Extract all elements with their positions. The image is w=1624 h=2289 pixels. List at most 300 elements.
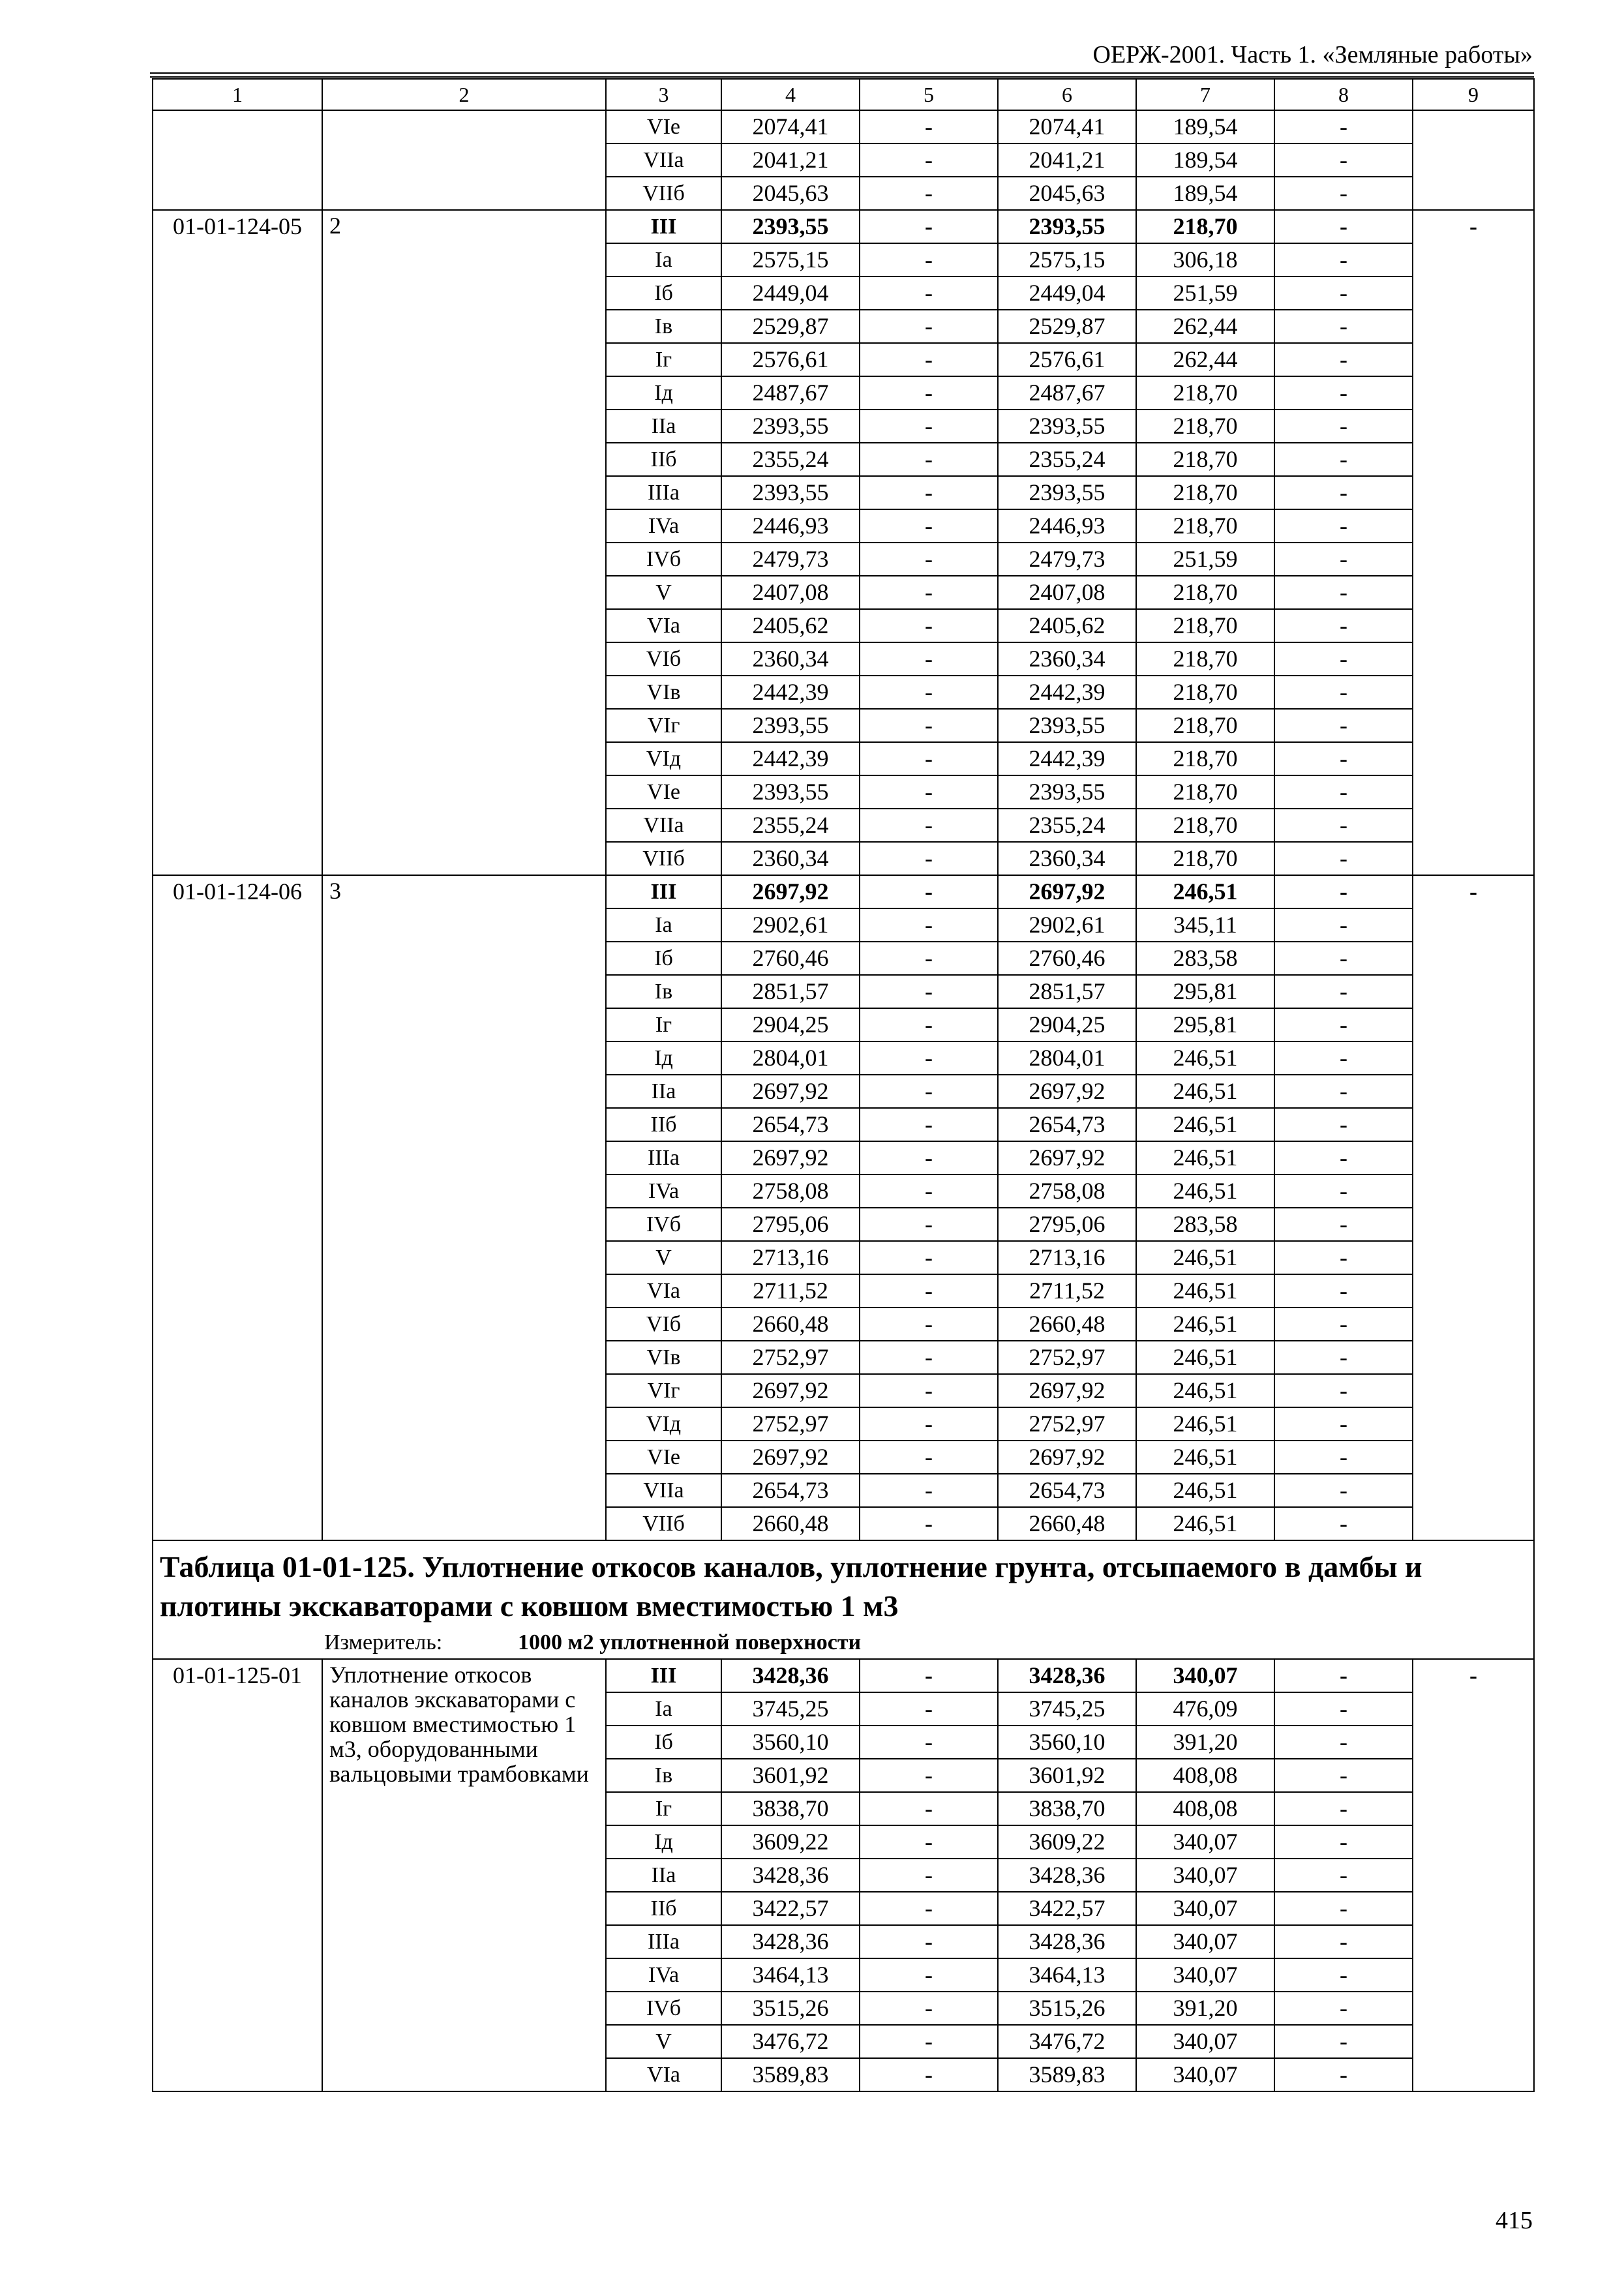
zone-mark: IIб <box>606 1108 721 1141</box>
measure-value: 1000 м2 уплотненной поверхности <box>518 1630 862 1654</box>
direct-costs: 2074,41 <box>721 110 860 143</box>
rate-code <box>153 110 322 210</box>
direct-costs: 2355,24 <box>721 809 860 842</box>
column-number: 8 <box>1274 79 1413 110</box>
machinists-wages: 246,51 <box>1136 1308 1274 1341</box>
machinists-wages: 218,70 <box>1136 676 1274 709</box>
labor-wages: - <box>860 1041 998 1075</box>
machinists-wages: 283,58 <box>1136 942 1274 975</box>
machine-operation: 2713,16 <box>998 1241 1136 1274</box>
machine-operation: 3609,22 <box>998 1825 1136 1859</box>
labor-wages: - <box>860 576 998 609</box>
zone-mark: Ia <box>606 1692 721 1726</box>
labor-wages: - <box>860 809 998 842</box>
direct-costs: 3422,57 <box>721 1892 860 1925</box>
machine-operation: 2697,92 <box>998 1075 1136 1108</box>
machine-operation: 2654,73 <box>998 1474 1136 1507</box>
labor-wages: - <box>860 609 998 642</box>
machine-operation: 2697,92 <box>998 1141 1136 1174</box>
machinists-wages: 218,70 <box>1136 842 1274 875</box>
header-rule <box>150 72 1534 74</box>
labor-wages: - <box>860 1692 998 1726</box>
labor-wages: - <box>860 243 998 277</box>
machine-operation: 2752,97 <box>998 1341 1136 1374</box>
materials: - <box>1274 410 1413 443</box>
zone-mark: VIб <box>606 642 721 676</box>
rate-description <box>322 875 606 1540</box>
zone-mark: VIв <box>606 1341 721 1374</box>
labor-wages: - <box>860 1174 998 1208</box>
machine-operation: 2902,61 <box>998 908 1136 942</box>
zone-mark: VIв <box>606 676 721 709</box>
machinists-wages: 246,51 <box>1136 1174 1274 1208</box>
zone-mark: Iг <box>606 1008 721 1041</box>
zone-mark: VIIa <box>606 1474 721 1507</box>
materials: - <box>1274 1407 1413 1441</box>
machinists-wages: 340,07 <box>1136 1825 1274 1859</box>
labor-wages: - <box>860 343 998 376</box>
zone-mark: III <box>606 1659 721 1692</box>
labor-wages: - <box>860 1274 998 1308</box>
direct-costs: 2393,55 <box>721 476 860 509</box>
rate-description-text: 2 <box>329 213 341 239</box>
machinists-wages: 262,44 <box>1136 343 1274 376</box>
machinists-wages: 251,59 <box>1136 543 1274 576</box>
machine-operation: 2760,46 <box>998 942 1136 975</box>
machine-operation: 2360,34 <box>998 842 1136 875</box>
zone-mark: V <box>606 576 721 609</box>
direct-costs: 2654,73 <box>721 1474 860 1507</box>
machinists-wages: 189,54 <box>1136 143 1274 177</box>
direct-costs: 3745,25 <box>721 1692 860 1726</box>
materials: - <box>1274 1726 1413 1759</box>
machinists-wages: 218,70 <box>1136 410 1274 443</box>
materials: - <box>1274 1274 1413 1308</box>
machinists-wages: 189,54 <box>1136 177 1274 210</box>
direct-costs: 2697,92 <box>721 875 860 908</box>
machine-operation: 2393,55 <box>998 709 1136 742</box>
column-number: 9 <box>1413 79 1534 110</box>
direct-costs: 2851,57 <box>721 975 860 1008</box>
column-number-row <box>153 79 1534 110</box>
materials: - <box>1274 243 1413 277</box>
zone-mark: V <box>606 2025 721 2058</box>
machinists-wages: 306,18 <box>1136 243 1274 277</box>
materials: - <box>1274 676 1413 709</box>
machine-operation: 2360,34 <box>998 642 1136 676</box>
machine-operation: 3476,72 <box>998 2025 1136 2058</box>
direct-costs: 2752,97 <box>721 1341 860 1374</box>
rate-code: 01-01-125-01 <box>153 1659 322 2091</box>
labor-wages: - <box>860 2058 998 2091</box>
column-number: 3 <box>606 79 721 110</box>
materials: - <box>1274 1507 1413 1540</box>
zone-mark: VIa <box>606 609 721 642</box>
materials: - <box>1274 576 1413 609</box>
direct-costs: 2041,21 <box>721 143 860 177</box>
machinists-wages: 246,51 <box>1136 1108 1274 1141</box>
materials: - <box>1274 1892 1413 1925</box>
direct-costs: 2697,92 <box>721 1441 860 1474</box>
direct-costs: 2393,55 <box>721 210 860 243</box>
materials: - <box>1274 110 1413 143</box>
machine-operation: 2479,73 <box>998 543 1136 576</box>
direct-costs: 2393,55 <box>721 410 860 443</box>
machine-operation: 2393,55 <box>998 775 1136 809</box>
machinists-wages: 246,51 <box>1136 1141 1274 1174</box>
direct-costs: 2045,63 <box>721 177 860 210</box>
table-row <box>153 210 1534 243</box>
labor-wages: - <box>860 1825 998 1859</box>
zone-mark: Iв <box>606 975 721 1008</box>
machinists-wages: 345,11 <box>1136 908 1274 942</box>
zone-mark: VIa <box>606 2058 721 2091</box>
direct-costs: 2355,24 <box>721 443 860 476</box>
machine-operation: 2442,39 <box>998 676 1136 709</box>
machinists-wages: 246,51 <box>1136 1341 1274 1374</box>
direct-costs: 3601,92 <box>721 1759 860 1792</box>
machinists-wages: 246,51 <box>1136 1507 1274 1540</box>
rates-table <box>152 78 1535 2092</box>
direct-costs: 2529,87 <box>721 310 860 343</box>
machinists-wages: 246,51 <box>1136 1274 1274 1308</box>
header-rule <box>150 76 1534 78</box>
machine-operation: 3838,70 <box>998 1792 1136 1825</box>
labor-wages: - <box>860 143 998 177</box>
labor-wages: - <box>860 1892 998 1925</box>
direct-costs: 2407,08 <box>721 576 860 609</box>
column-number: 4 <box>721 79 860 110</box>
page-number: 415 <box>1496 2207 1533 2234</box>
labor-wages: - <box>860 709 998 742</box>
direct-costs: 3609,22 <box>721 1825 860 1859</box>
materials: - <box>1274 1759 1413 1792</box>
direct-costs: 2360,34 <box>721 842 860 875</box>
machine-operation: 2449,04 <box>998 277 1136 310</box>
labor-wages: - <box>860 1141 998 1174</box>
materials: - <box>1274 609 1413 642</box>
machinists-wages: 218,70 <box>1136 576 1274 609</box>
direct-costs: 2442,39 <box>721 676 860 709</box>
machine-operation: 3428,36 <box>998 1659 1136 1692</box>
zone-mark: VIб <box>606 1308 721 1341</box>
labor-wages: - <box>860 1108 998 1141</box>
materials: - <box>1274 1174 1413 1208</box>
machine-operation: 2529,87 <box>998 310 1136 343</box>
labor-wages: - <box>860 1407 998 1441</box>
labor-wages: - <box>860 1659 998 1692</box>
machinists-wages: 476,09 <box>1136 1692 1274 1726</box>
materials: - <box>1274 1008 1413 1041</box>
labor-wages: - <box>860 942 998 975</box>
machinists-wages: 218,70 <box>1136 742 1274 775</box>
materials: - <box>1274 210 1413 243</box>
materials: - <box>1274 1241 1413 1274</box>
machinists-wages: 391,20 <box>1136 1992 1274 2025</box>
machinists-wages: 340,07 <box>1136 2025 1274 2058</box>
machine-operation: 3560,10 <box>998 1726 1136 1759</box>
labor-wages: - <box>860 1992 998 2025</box>
machine-operation: 3515,26 <box>998 1992 1136 2025</box>
machinists-wages: 218,70 <box>1136 775 1274 809</box>
labor-wages: - <box>860 1374 998 1407</box>
zone-mark: IIa <box>606 410 721 443</box>
zone-mark: IIIa <box>606 1925 721 1958</box>
machinists-wages: 218,70 <box>1136 376 1274 410</box>
labor-wages: - <box>860 476 998 509</box>
zone-mark: Iг <box>606 343 721 376</box>
machine-operation: 2697,92 <box>998 1374 1136 1407</box>
direct-costs: 2697,92 <box>721 1141 860 1174</box>
direct-costs: 3838,70 <box>721 1792 860 1825</box>
machinists-wages: 246,51 <box>1136 875 1274 908</box>
machine-operation: 2405,62 <box>998 609 1136 642</box>
labor-wages: - <box>860 509 998 543</box>
labor-wages: - <box>860 875 998 908</box>
machine-operation: 2074,41 <box>998 110 1136 143</box>
materials: - <box>1274 1075 1413 1108</box>
machinists-wages: 262,44 <box>1136 310 1274 343</box>
machinists-wages: 246,51 <box>1136 1407 1274 1441</box>
machine-operation: 2041,21 <box>998 143 1136 177</box>
machine-operation: 2660,48 <box>998 1507 1136 1540</box>
labor-wages: - <box>860 1925 998 1958</box>
machine-operation: 2711,52 <box>998 1274 1136 1308</box>
rate-description-text: 3 <box>329 878 341 904</box>
machinists-wages: 246,51 <box>1136 1441 1274 1474</box>
machine-operation: 3601,92 <box>998 1759 1136 1792</box>
zone-mark: IIIa <box>606 1141 721 1174</box>
labor-wages: - <box>860 277 998 310</box>
labor-hours <box>1413 110 1534 210</box>
zone-mark: IVa <box>606 509 721 543</box>
materials: - <box>1274 1208 1413 1241</box>
rate-description-text <box>329 111 605 113</box>
zone-mark: IIIa <box>606 476 721 509</box>
labor-wages: - <box>860 2025 998 2058</box>
materials: - <box>1274 709 1413 742</box>
direct-costs: 2405,62 <box>721 609 860 642</box>
table-title: Таблица 01-01-125. Уплотнение откосов каналов, уплотнение грунта, отсыпаемого в дамбы и плотины экскаваторами с ковшом вместимостью 1 м3 <box>160 1550 1422 1623</box>
direct-costs: 3464,13 <box>721 1958 860 1992</box>
column-number: 2 <box>322 79 606 110</box>
machine-operation: 2355,24 <box>998 809 1136 842</box>
machine-operation: 3589,83 <box>998 2058 1136 2091</box>
machinists-wages: 218,70 <box>1136 509 1274 543</box>
zone-mark: Ia <box>606 243 721 277</box>
labor-wages: - <box>860 676 998 709</box>
machinists-wages: 340,07 <box>1136 1659 1274 1692</box>
machinists-wages: 391,20 <box>1136 1726 1274 1759</box>
materials: - <box>1274 1141 1413 1174</box>
materials: - <box>1274 842 1413 875</box>
materials: - <box>1274 310 1413 343</box>
zone-mark: VIa <box>606 1274 721 1308</box>
machine-operation: 3464,13 <box>998 1958 1136 1992</box>
machine-operation: 2804,01 <box>998 1041 1136 1075</box>
materials: - <box>1274 343 1413 376</box>
machine-operation: 2752,97 <box>998 1407 1136 1441</box>
materials: - <box>1274 2025 1413 2058</box>
zone-mark: IVa <box>606 1174 721 1208</box>
materials: - <box>1274 177 1413 210</box>
materials: - <box>1274 1341 1413 1374</box>
table-title-cell <box>153 1540 1534 1659</box>
zone-mark: Iб <box>606 942 721 975</box>
direct-costs: 3428,36 <box>721 1859 860 1892</box>
materials: - <box>1274 908 1413 942</box>
direct-costs: 2487,67 <box>721 376 860 410</box>
direct-costs: 2479,73 <box>721 543 860 576</box>
direct-costs: 2660,48 <box>721 1308 860 1341</box>
direct-costs: 2360,34 <box>721 642 860 676</box>
labor-wages: - <box>860 1075 998 1108</box>
machine-operation: 2393,55 <box>998 210 1136 243</box>
labor-wages: - <box>860 1958 998 1992</box>
labor-hours: - <box>1413 875 1534 1540</box>
direct-costs: 2575,15 <box>721 243 860 277</box>
rate-code: 01-01-124-05 <box>153 210 322 875</box>
labor-wages: - <box>860 1726 998 1759</box>
zone-mark: VIIa <box>606 809 721 842</box>
machinists-wages: 295,81 <box>1136 1008 1274 1041</box>
machinists-wages: 218,70 <box>1136 809 1274 842</box>
zone-mark: Iв <box>606 1759 721 1792</box>
machine-operation: 2795,06 <box>998 1208 1136 1241</box>
machinists-wages: 295,81 <box>1136 975 1274 1008</box>
materials: - <box>1274 476 1413 509</box>
labor-wages: - <box>860 110 998 143</box>
labor-wages: - <box>860 742 998 775</box>
machinists-wages: 251,59 <box>1136 277 1274 310</box>
zone-mark: Iб <box>606 277 721 310</box>
materials: - <box>1274 942 1413 975</box>
materials: - <box>1274 809 1413 842</box>
labor-wages: - <box>860 1308 998 1341</box>
column-number: 6 <box>998 79 1136 110</box>
materials: - <box>1274 1441 1413 1474</box>
labor-wages: - <box>860 1759 998 1792</box>
direct-costs: 2752,97 <box>721 1407 860 1441</box>
direct-costs: 2902,61 <box>721 908 860 942</box>
direct-costs: 2393,55 <box>721 775 860 809</box>
materials: - <box>1274 1825 1413 1859</box>
machinists-wages: 340,07 <box>1136 1892 1274 1925</box>
zone-mark: III <box>606 210 721 243</box>
machine-operation: 2393,55 <box>998 476 1136 509</box>
zone-mark: VIд <box>606 742 721 775</box>
direct-costs: 3589,83 <box>721 2058 860 2091</box>
machine-operation: 2446,93 <box>998 509 1136 543</box>
machine-operation: 3428,36 <box>998 1859 1136 1892</box>
rate-description <box>322 210 606 875</box>
zone-mark: III <box>606 875 721 908</box>
machinists-wages: 283,58 <box>1136 1208 1274 1241</box>
labor-wages: - <box>860 842 998 875</box>
direct-costs: 2449,04 <box>721 277 860 310</box>
direct-costs: 2576,61 <box>721 343 860 376</box>
machinists-wages: 218,70 <box>1136 609 1274 642</box>
materials: - <box>1274 443 1413 476</box>
zone-mark: IVб <box>606 543 721 576</box>
machine-operation: 3428,36 <box>998 1925 1136 1958</box>
machinists-wages: 408,08 <box>1136 1792 1274 1825</box>
zone-mark: VIIa <box>606 143 721 177</box>
labor-wages: - <box>860 1441 998 1474</box>
direct-costs: 2697,92 <box>721 1075 860 1108</box>
materials: - <box>1274 1992 1413 2025</box>
labor-wages: - <box>860 210 998 243</box>
zone-mark: VIIб <box>606 842 721 875</box>
machinists-wages: 340,07 <box>1136 2058 1274 2091</box>
rate-code: 01-01-124-06 <box>153 875 322 1540</box>
labor-wages: - <box>860 642 998 676</box>
labor-wages: - <box>860 775 998 809</box>
rate-description <box>322 110 606 210</box>
machine-operation: 2575,15 <box>998 243 1136 277</box>
rate-description-text: Уплотнение откосов каналов экскаваторами с ковшом вместимостью 1 м3, оборудованными вальцовыми трамбовками <box>329 1662 589 1787</box>
materials: - <box>1274 775 1413 809</box>
zone-mark: Iд <box>606 1825 721 1859</box>
zone-mark: VIг <box>606 1374 721 1407</box>
labor-wages: - <box>860 443 998 476</box>
direct-costs: 3428,36 <box>721 1659 860 1692</box>
zone-mark: IVб <box>606 1992 721 2025</box>
materials: - <box>1274 1041 1413 1075</box>
machine-operation: 2393,55 <box>998 410 1136 443</box>
zone-mark: VIe <box>606 110 721 143</box>
labor-wages: - <box>860 543 998 576</box>
labor-wages: - <box>860 1341 998 1374</box>
machine-operation: 2758,08 <box>998 1174 1136 1208</box>
machinists-wages: 189,54 <box>1136 110 1274 143</box>
direct-costs: 3428,36 <box>721 1925 860 1958</box>
direct-costs: 2446,93 <box>721 509 860 543</box>
materials: - <box>1274 875 1413 908</box>
labor-wages: - <box>860 908 998 942</box>
rate-description <box>322 1659 606 2091</box>
materials: - <box>1274 642 1413 676</box>
zone-mark: VIг <box>606 709 721 742</box>
machine-operation: 2904,25 <box>998 1008 1136 1041</box>
machine-operation: 3745,25 <box>998 1692 1136 1726</box>
materials: - <box>1274 1958 1413 1992</box>
machinists-wages: 340,07 <box>1136 1859 1274 1892</box>
machinists-wages: 246,51 <box>1136 1041 1274 1075</box>
labor-wages: - <box>860 376 998 410</box>
measure-label: Измеритель: <box>324 1630 443 1654</box>
materials: - <box>1274 1108 1413 1141</box>
zone-mark: Iб <box>606 1726 721 1759</box>
zone-mark: Iг <box>606 1792 721 1825</box>
machine-operation: 2697,92 <box>998 875 1136 908</box>
machinists-wages: 408,08 <box>1136 1759 1274 1792</box>
column-number: 5 <box>860 79 998 110</box>
direct-costs: 3515,26 <box>721 1992 860 2025</box>
materials: - <box>1274 742 1413 775</box>
materials: - <box>1274 143 1413 177</box>
labor-wages: - <box>860 1474 998 1507</box>
zone-mark: VIд <box>606 1407 721 1441</box>
materials: - <box>1274 2058 1413 2091</box>
measure-line <box>160 1630 1527 1656</box>
direct-costs: 2804,01 <box>721 1041 860 1075</box>
machinists-wages: 218,70 <box>1136 210 1274 243</box>
machine-operation: 2407,08 <box>998 576 1136 609</box>
zone-mark: Iв <box>606 310 721 343</box>
table-row <box>153 1659 1534 1692</box>
machine-operation: 2355,24 <box>998 443 1136 476</box>
